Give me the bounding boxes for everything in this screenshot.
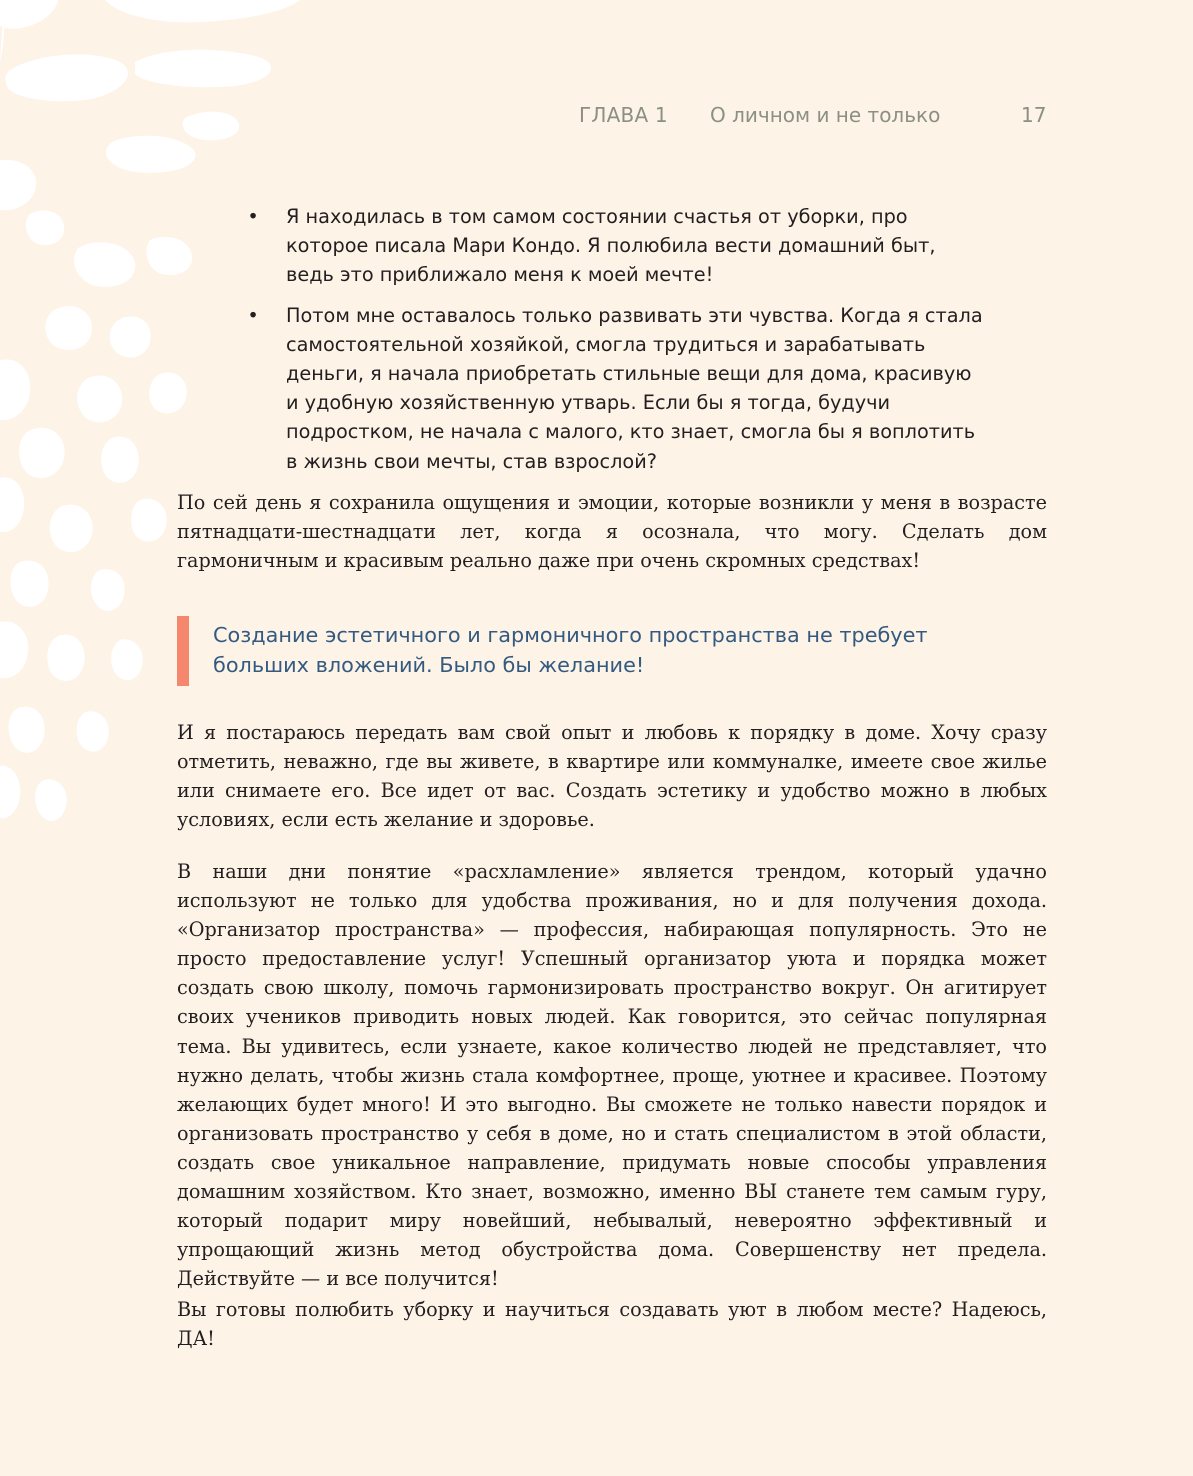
quote-text: Создание эстетичного и гармоничного пространства не требует больших вложений. Было бы желание! xyxy=(213,623,928,677)
pull-quote xyxy=(177,616,1047,686)
body-paragraph-3 xyxy=(177,857,1047,1293)
paragraph-text: В наши дни понятие «расхламление» является трендом, который удачно используют не только для удобства проживания, но и для получения дохода. «Организатор пространства» — профессия, набирающая популярность. Это не просто предоставление услуг! Успешный организатор уюта и порядка может создать свою школу, помочь гармонизировать пространство вокруг. Он агитирует своих учеников приводить новых людей. Как говорится, это сейчас популярная тема. Вы удивитесь, если узнаете, какое количество людей не представляет, что нужно делать, чтобы жизнь стала комфортнее, проще, уютнее и красивее. Поэтому желающих будет много! И это выгодно. Вы сможете не только навести порядок и организовать пространство у себя в доме, но и стать специалистом в этой области, создать свое уникальное направление, придумать новые способы управления домашним хозяйством. Кто знает, возможно, именно ВЫ станете тем самым гуру, который подарит миру новейший, небывалый, невероятно эффективный и упрощающий жизнь метод обустройства дома. Совершенству нет предела. Действуйте — и все получится! xyxy=(177,860,1047,1291)
bullet-text: Я находилась в том самом состоянии счастья от уборки, про которое писала Мари Кондо. Я полюбила вести домашний быт, ведь это приближало меня к моей мечте! xyxy=(286,205,936,287)
paragraph-text: По сей день я сохранила ощущения и эмоции, которые возникли у меня в возрасте пятнадцати-шестнадцати лет, когда я осознала, что могу. Сделать дом гармоничным и красивым реально даже при очень скромных средствах! xyxy=(177,491,1047,573)
bullet-marker: • xyxy=(247,205,259,228)
chapter-title: О личном и не только xyxy=(710,103,941,127)
bullet-list xyxy=(246,202,986,487)
paragraph-text: И я постараюсь передать вам свой опыт и любовь к порядку в доме. Хочу сразу отметить, неважно, где вы живете, в квартире или коммуналке, имеете свое жилье или снимаете его. Все идет от вас. Создать эстетику и удобство можно в любых условиях, если есть желание и здоровье. xyxy=(177,721,1047,832)
chapter-label: ГЛАВА 1 xyxy=(579,103,668,127)
body-paragraph-2 xyxy=(177,718,1047,834)
page-number: 17 xyxy=(1021,103,1047,127)
body-paragraph-4 xyxy=(177,1295,1047,1353)
bullet-item xyxy=(246,301,986,476)
running-header xyxy=(0,103,1193,133)
bullet-text: Потом мне оставалось только развивать эти чувства. Когда я стала самостоятельной хозяйкой, смогла трудиться и зарабатывать деньги, я начала приобретать стильные вещи для дома, красивую и удобную хозяйственную утварь. Если бы я тогда, будучи подростком, не начала с малого, кто знает, смогла бы я воплотить в жизнь свои мечты, став взрослой? xyxy=(286,303,983,473)
body-paragraph-1 xyxy=(177,488,1047,575)
bullet-item xyxy=(246,202,986,290)
paragraph-text: Вы готовы полюбить уборку и научиться создавать уют в любом месте? Надеюсь, ДА! xyxy=(177,1298,1047,1351)
quote-accent-bar xyxy=(177,616,189,686)
bullet-marker: • xyxy=(247,303,259,327)
